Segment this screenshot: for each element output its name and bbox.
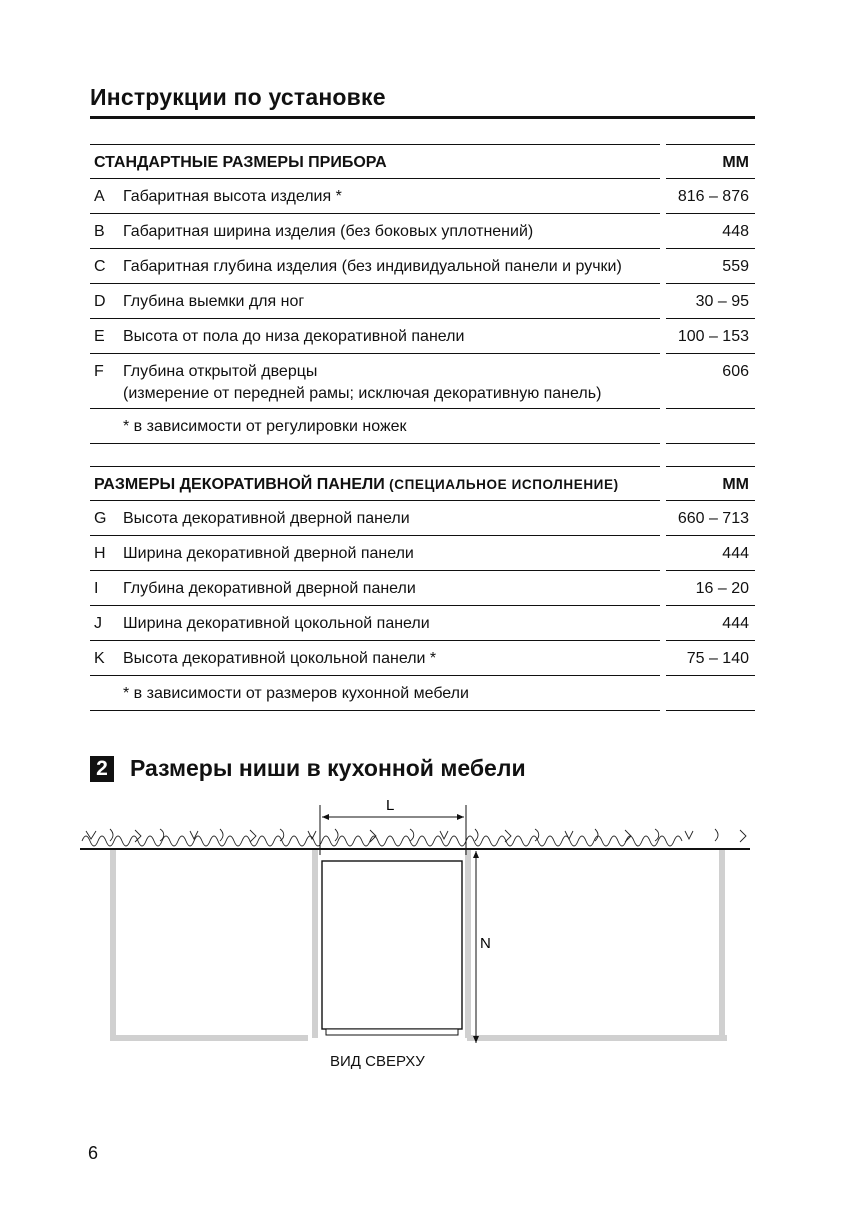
table2-note-row [90, 676, 755, 711]
title-rule [90, 116, 755, 119]
row-value: 559 [722, 258, 749, 275]
table1-note-row [90, 409, 755, 444]
diagram-caption: ВИД СВЕРХУ [330, 1053, 425, 1070]
table-row [90, 179, 755, 214]
table-row [90, 641, 755, 676]
decor-panel-table [90, 466, 755, 711]
page-number: 6 [88, 1143, 99, 1163]
table1-unit: MM [722, 154, 749, 171]
row-letter: J [94, 615, 102, 632]
row-value: 606 [722, 363, 749, 380]
left-cabinet-side-inner [312, 850, 318, 1038]
table2-unit: MM [722, 476, 749, 493]
label-n: N [480, 935, 491, 952]
row-text: Глубина открытой дверцы [123, 363, 318, 380]
row-text-block [123, 361, 601, 405]
row-text: Глубина декоративной дверной панели [123, 580, 416, 597]
table-row [90, 214, 755, 249]
table-row [90, 606, 755, 641]
row-text: Ширина декоративной цокольной панели [123, 615, 430, 632]
table2-title-line [94, 476, 619, 494]
right-cabinet-side-inner [465, 850, 471, 1038]
niche-diagram [80, 795, 760, 1050]
row-text: Габаритная ширина изделия (без боковых уплотнений) [123, 223, 534, 240]
row-value: 444 [722, 545, 749, 562]
table2-header [90, 466, 755, 501]
row-letter: F [94, 363, 104, 380]
footnote: * в зависимости от размеров кухонной мебели [123, 685, 469, 702]
table-row [90, 249, 755, 284]
left-cabinet-back [110, 1035, 308, 1041]
row-text: Глубина выемки для ног [123, 293, 305, 310]
row-text: Высота от пола до низа декоративной панели [123, 328, 465, 345]
appliance-door [326, 1029, 458, 1035]
table1-header [90, 144, 755, 179]
table-row [90, 536, 755, 571]
row-letter: K [94, 650, 105, 667]
row-text: Ширина декоративной дверной панели [123, 545, 414, 562]
left-cabinet-side [110, 850, 116, 1038]
row-letter: H [94, 545, 106, 562]
row-letter: G [94, 510, 107, 527]
row-value: 75 – 140 [686, 650, 749, 667]
row-text: Габаритная глубина изделия (без индивидуальной панели и ручки) [123, 258, 622, 275]
row-value: 16 – 20 [695, 580, 749, 597]
page-title: Инструкции по установке [90, 84, 386, 110]
right-cabinet-back [467, 1035, 727, 1041]
table-row [90, 284, 755, 319]
row-text: Высота декоративной цокольной панели * [123, 650, 437, 667]
row-value: 30 – 95 [695, 293, 749, 310]
row-text: Габаритная высота изделия * [123, 188, 342, 205]
footnote: * в зависимости от регулировки ножек [123, 418, 407, 435]
table-row [90, 571, 755, 606]
row-letter: C [94, 258, 106, 275]
row-letter: B [94, 223, 105, 240]
row-letter: E [94, 328, 105, 345]
standard-dimensions-table [90, 144, 755, 444]
appliance-outline [322, 861, 462, 1029]
row-value: 100 – 153 [677, 328, 749, 345]
table1-title: СТАНДАРТНЫЕ РАЗМЕРЫ ПРИБОРА [94, 154, 387, 171]
table-row [90, 354, 755, 409]
countertop-edge [82, 829, 746, 846]
right-cabinet-side [719, 850, 725, 1038]
table2-subtitle: (СПЕЦИАЛЬНОЕ ИСПОЛНЕНИЕ) [389, 477, 619, 492]
row-value: 448 [722, 223, 749, 240]
section-title: Размеры ниши в кухонной мебели [130, 755, 526, 781]
row-letter: D [94, 293, 106, 310]
row-text: Высота декоративной дверной панели [123, 510, 410, 527]
row-letter: I [94, 580, 99, 597]
row-text-secondary: (измерение от передней рамы; исключая декоративную панель) [123, 385, 602, 402]
label-l: L [386, 797, 395, 814]
section-number-badge: 2 [90, 756, 114, 782]
table-row [90, 501, 755, 536]
table-row [90, 319, 755, 354]
row-value: 660 – 713 [677, 510, 749, 527]
row-value: 444 [722, 615, 749, 632]
row-value: 816 – 876 [677, 188, 749, 205]
row-letter: A [94, 188, 105, 205]
table2-title: РАЗМЕРЫ ДЕКОРАТИВНОЙ ПАНЕЛИ [94, 476, 385, 493]
